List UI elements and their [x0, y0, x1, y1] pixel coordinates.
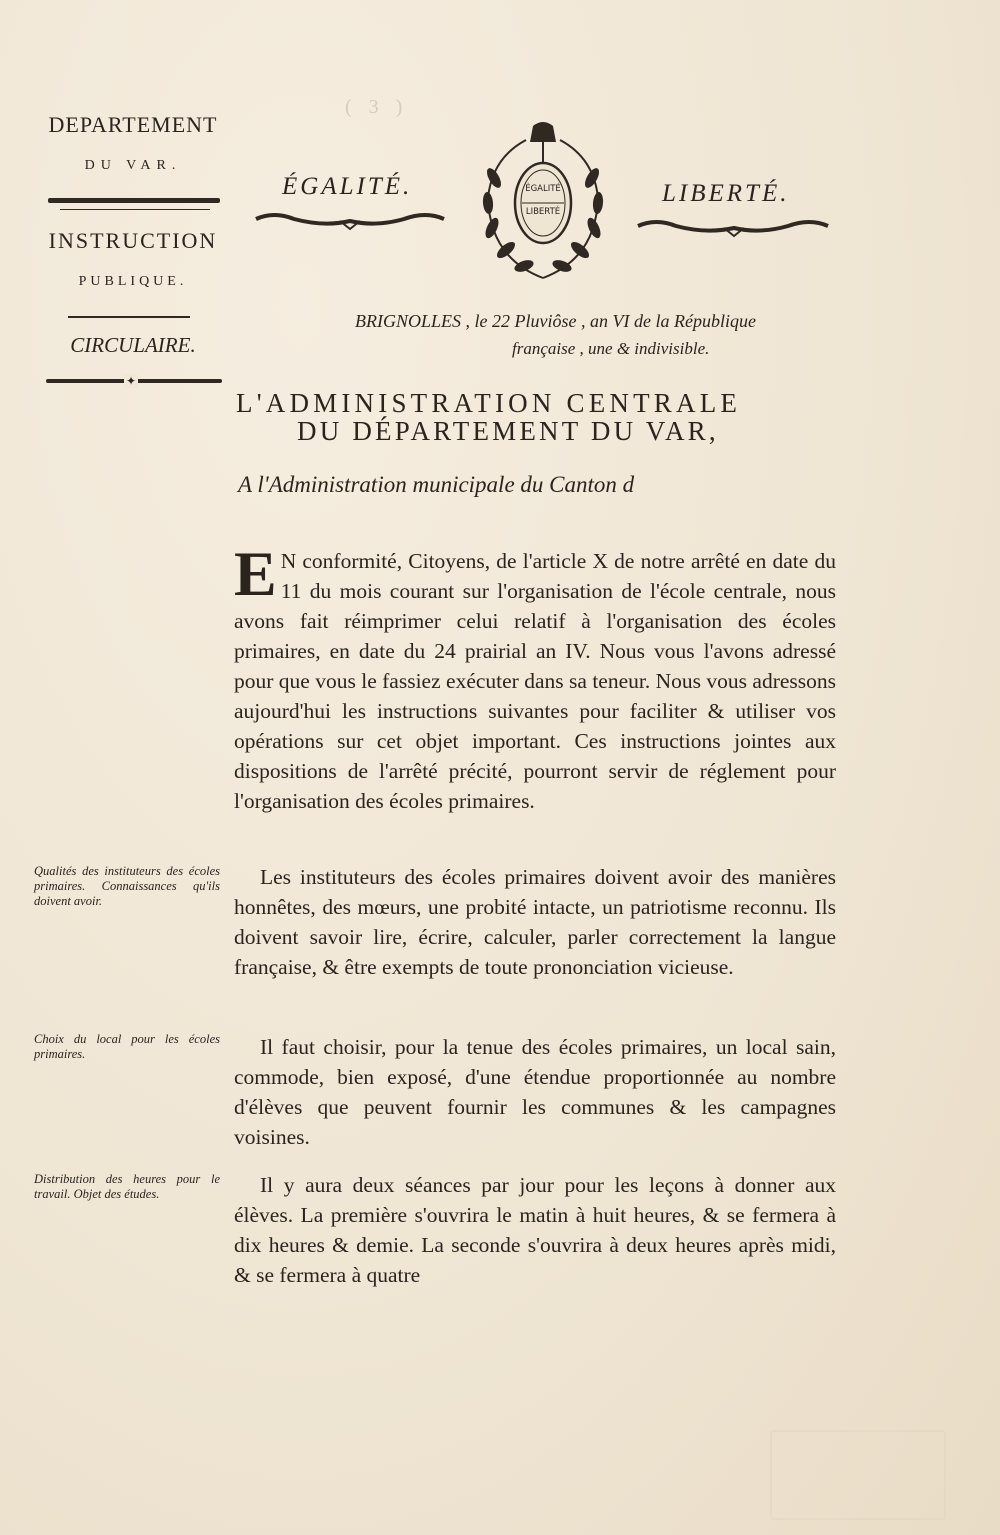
- ornamental-swash: [636, 214, 830, 238]
- divider: [68, 316, 190, 318]
- divider: [48, 198, 220, 203]
- department-heading: DEPARTEMENT: [48, 112, 218, 137]
- dateline-continuation: française , une & indivisible.: [512, 339, 710, 358]
- dateline: BRIGNOLLES , le 22 Pluviôse , an VI de la République: [355, 311, 756, 331]
- ornamental-swash: [254, 207, 446, 231]
- section-text: Il faut choisir, pour la tenue des écoles primaires, un local sain, commode, bien exposé, d'une étendue proportionnée au nombre d'élèves que peuvent fournir les communes & les campagnes voisines.: [234, 1035, 836, 1149]
- section-paragraph: [234, 1032, 836, 1152]
- section-subheading: PUBLIQUE.: [78, 274, 188, 289]
- section-paragraph: [234, 862, 836, 982]
- library-stamp: [770, 1430, 946, 1520]
- margin-note: Qualités des instituteurs des écoles primaires. Connaissances qu'ils doivent avoir.: [34, 864, 220, 908]
- intro-paragraph: [234, 538, 836, 816]
- emblem-text-top: ÉGALITÉ: [525, 184, 561, 194]
- section-text: Les instituteurs des écoles primaires doivent avoir des manières honnêtes, des mœurs, une probité intacte, un patriotisme reconnu. Ils doivent savoir lire, écrire, calculer, parler correctement la langue française, & être exempts de toute prononciation vicieuse.: [234, 865, 836, 979]
- addressee: A l'Administration municipale du Canton d: [238, 472, 635, 497]
- document-subtitle: DU DÉPARTEMENT DU VAR,: [297, 416, 719, 446]
- section-heading: INSTRUCTION: [48, 228, 218, 253]
- drop-cap: E: [234, 538, 277, 609]
- motto-left: ÉGALITÉ.: [282, 173, 413, 200]
- section-paragraph: [234, 1170, 836, 1290]
- laurel-wreath-icon: [470, 118, 616, 288]
- divider: [60, 209, 210, 210]
- margin-note: Distribution des heures pour le travail. Objet des études.: [34, 1172, 220, 1201]
- emblem-text-bottom: LIBERTÉ: [525, 207, 561, 217]
- ornament-icon: ✦: [125, 374, 137, 388]
- intro-text: N conformité, Citoyens, de l'article X de notre arrêté en date du 11 du mois courant sur l'organisation de l'école centrale, nous avons fait réimprimer celui relatif à l'organisation des écoles primaires, en date du 24 prairial an IV. Nous vous l'avons adressé pour que vous le fassiez exécuter dans sa teneur. Nous vous adressons aujourd'hui les instructions suivantes pour faciliter & utiliser vos opérations sur cet objet important. Ces instructions jointes aux dispositions de l'arrêté précité, pourront servir de réglement pour l'organisation des écoles primaires.: [234, 549, 836, 813]
- motto-right: LIBERTÉ.: [662, 180, 790, 207]
- document-type: CIRCULAIRE.: [70, 333, 196, 357]
- page-mark: ( 3 ): [345, 96, 409, 118]
- margin-note: Choix du local pour les écoles primaires.: [34, 1032, 220, 1061]
- department-subheading: DU VAR.: [84, 158, 182, 173]
- section-text: Il y aura deux séances par jour pour les leçons à donner aux élèves. La première s'ouvrira le matin à huit heures, & se fermera à dix heures & demie. La seconde s'ouvrira à deux heures après midi, & se fermera à quatre: [234, 1173, 836, 1287]
- republic-emblem: [470, 118, 616, 288]
- document-title: L'ADMINISTRATION CENTRALE: [236, 388, 742, 418]
